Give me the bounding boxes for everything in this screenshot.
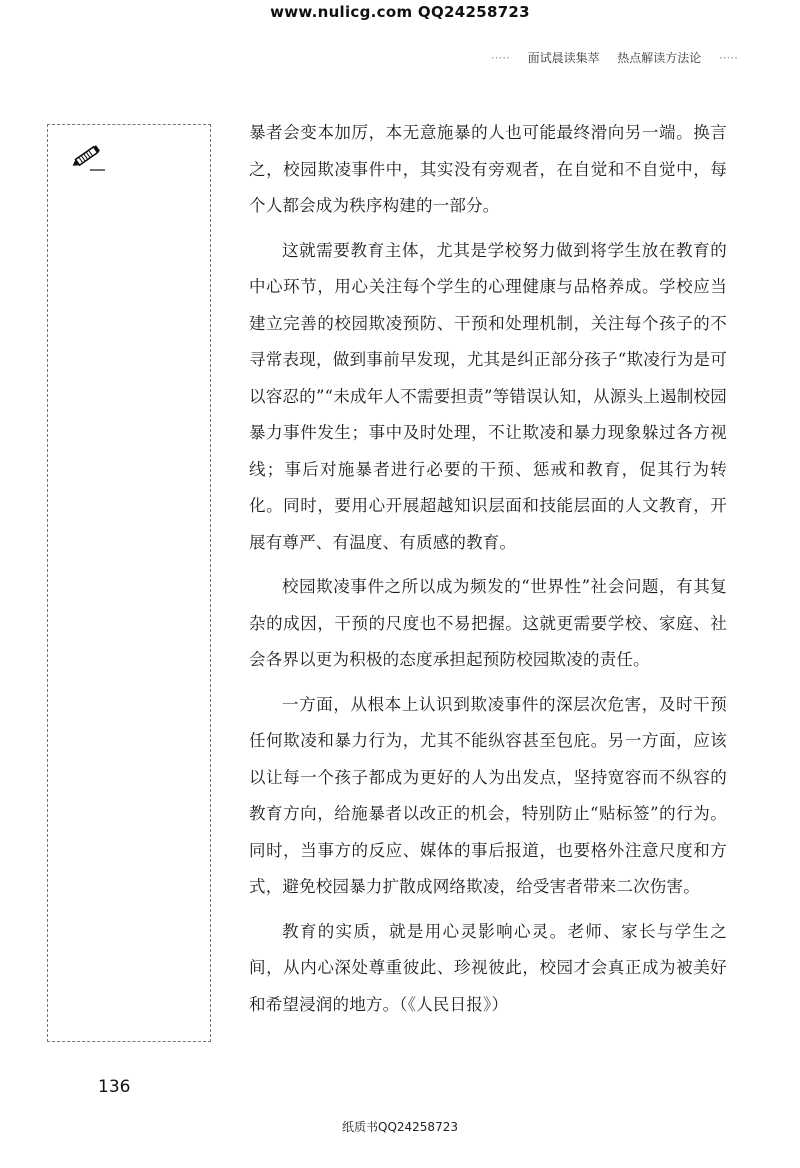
note-box xyxy=(47,124,211,1042)
watermark-top: www.nulicg.com QQ24258723 xyxy=(270,3,530,21)
watermark-bottom: 纸质书QQ24258723 xyxy=(342,1120,458,1134)
header-dots-right: ····· xyxy=(718,51,738,65)
paragraph-2: 这就需要教育主体，尤其是学校努力做到将学生放在教育的中心环节，用心关注每个学生的心理健康与品格养成。学校应当建立完善的校园欺凌预防、干预和处理机制，关注每个孩子的不寻常表现，做到事前早发现，尤其是纠正部分孩子“欺凌行为是可以容忍的”“未成年人不需要担责”等错误认知，从源头上遏制校园暴力事件发生；事中及时处理，不让欺凌和暴力现象躲过各方视线；事后对施暴者进行必要的干预、惩戒和教育，促其行为转化。同时，要用心开展超越知识层面和技能层面的人文教育，开展有尊严、有温度、有质感的教育。 xyxy=(249,240,727,552)
article-body xyxy=(249,115,727,1031)
paragraph-1: 暴者会变本加厉，本无意施暴的人也可能最终滑向另一端。换言之，校园欺凌事件中，其实没有旁观者，在自觉和不自觉中，每个人都会成为秩序构建的一部分。 xyxy=(249,123,727,215)
paragraph-4: 一方面，从根本上认识到欺凌事件的深层次危害，及时干预任何欺凌和暴力行为，尤其不能纵容甚至包庇。另一方面，应该以让每一个孩子都成为更好的人为出发点，坚持宽容而不纵容的教育方向，给施暴者以改正的机会，特别防止“贴标签”的行为。同时，当事方的反应、媒体的事后报道，也要格外注意尺度和方式，避免校园暴力扩散成网络欺凌，给受害者带来二次伤害。 xyxy=(249,694,727,896)
header-subtitle: 热点解读方法论 xyxy=(617,51,702,65)
page-number: 136 xyxy=(98,1077,131,1097)
header-dots-left: ····· xyxy=(490,51,510,65)
paragraph-3: 校园欺凌事件之所以成为频发的“世界性”社会问题，有其复杂的成因，干预的尺度也不易把握。这就更需要学校、家庭、社会各界以更为积极的态度承担起预防校园欺凌的责任。 xyxy=(249,577,727,669)
running-header xyxy=(491,49,738,66)
paragraph-5: 教育的实质，就是用心灵影响心灵。老师、家长与学生之间，从内心深处尊重彼此、珍视彼此，校园才会真正成为被美好和希望浸润的地方。（《人民日报》） xyxy=(249,921,727,1014)
header-title: 面试晨读集萃 xyxy=(527,51,600,65)
pencil-icon xyxy=(70,143,106,173)
